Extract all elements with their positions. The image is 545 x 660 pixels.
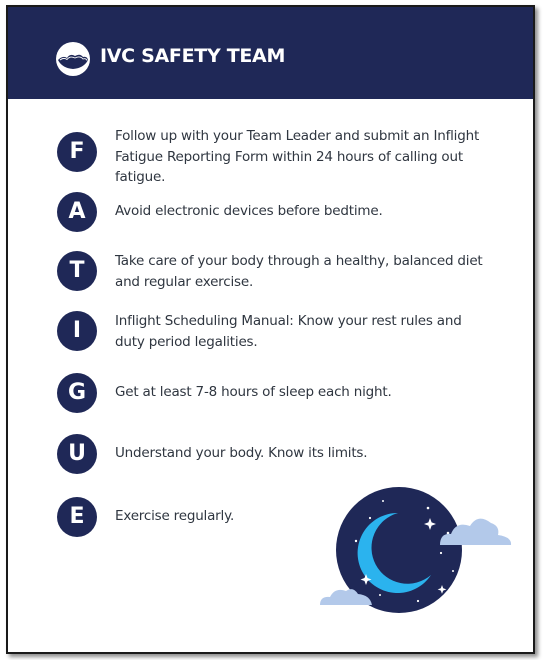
- safety-card: [6, 5, 535, 654]
- moon-cloud-logo-icon: [55, 41, 91, 77]
- item-text: Follow up with your Team Leader and submit an Inflight Fatigue Reporting Form within 24 hours of calling out fatigue.: [115, 128, 480, 185]
- item-text: Avoid electronic devices before bedtime.: [115, 203, 383, 219]
- header-title: IVC SAFETY TEAM: [100, 45, 286, 67]
- letter-badge: E: [57, 497, 97, 537]
- item-text: Inflight Scheduling Manual: Know your rest rules and duty period legalities.: [115, 313, 462, 350]
- item-text: Exercise regularly.: [115, 508, 235, 524]
- letter-badge: T: [57, 251, 97, 291]
- item-text: Understand your body. Know its limits.: [115, 445, 368, 461]
- letter-badge: G: [57, 373, 97, 413]
- letter-badge: I: [57, 311, 97, 351]
- letter-badge: A: [57, 192, 97, 232]
- item-text: Get at least 7-8 hours of sleep each night.: [115, 384, 392, 400]
- letter-badge: U: [57, 434, 97, 474]
- night-sky-moon-icon: [308, 483, 513, 628]
- item-text: Take care of your body through a healthy, balanced diet and regular exercise.: [115, 253, 483, 290]
- card-header: [8, 7, 533, 99]
- letter-badge: F: [57, 132, 97, 172]
